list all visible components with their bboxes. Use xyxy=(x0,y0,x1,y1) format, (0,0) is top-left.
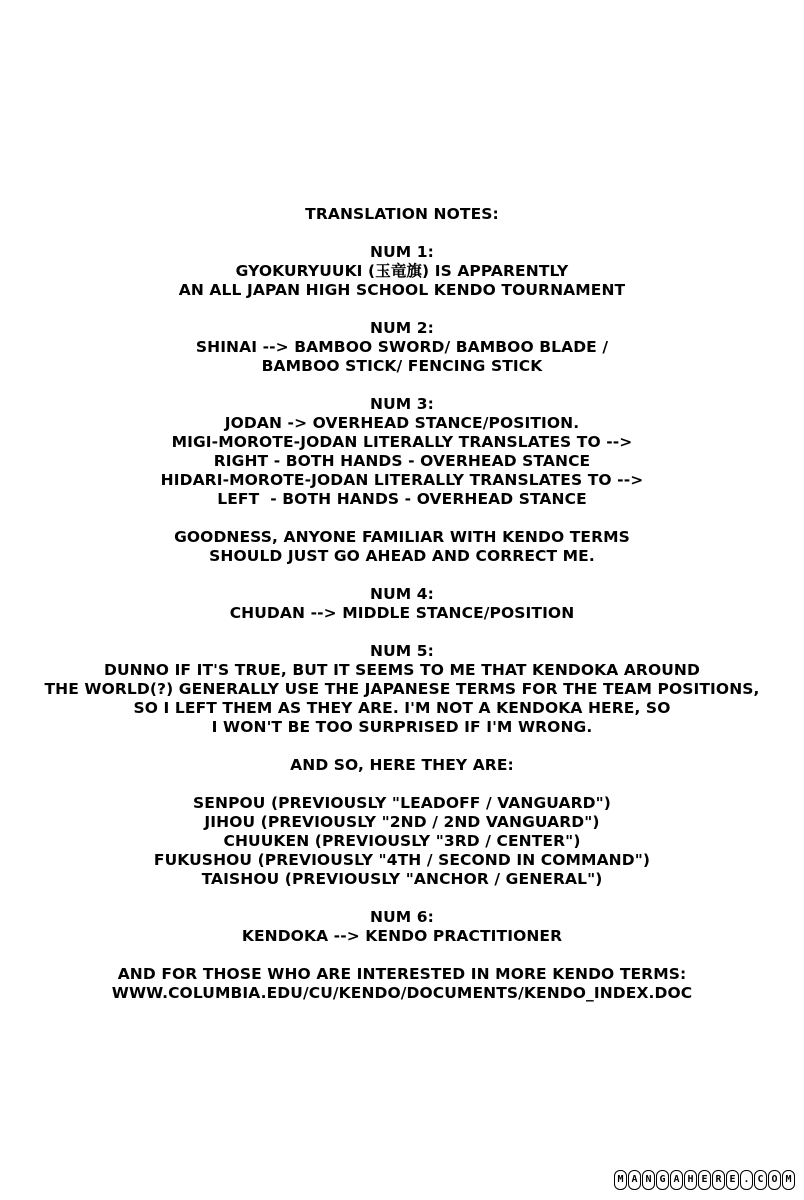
translation-notes xyxy=(0,205,804,1003)
watermark-letter: A xyxy=(628,1170,641,1190)
more-line: AND FOR THOSE WHO ARE INTERESTED IN MORE KENDO TERMS: xyxy=(117,965,687,983)
num1-line: GYOKURYUUKI (玉竜旗) IS APPARENTLY xyxy=(235,262,569,280)
watermark-letter: M xyxy=(614,1170,627,1190)
watermark-letter: M xyxy=(782,1170,795,1190)
watermark-letter: N xyxy=(642,1170,655,1190)
watermark-letter: C xyxy=(754,1170,767,1190)
num4-line: CHUDAN --> MIDDLE STANCE/POSITION xyxy=(229,604,575,622)
watermark-letter: O xyxy=(768,1170,781,1190)
num2-line: SHINAI --> BAMBOO SWORD/ BAMBOO BLADE / xyxy=(195,338,609,356)
spacer xyxy=(0,300,804,319)
spacer xyxy=(0,509,804,528)
position-line: JIHOU (PREVIOUSLY "2ND / 2ND VANGUARD") xyxy=(204,813,600,831)
more-url: WWW.COLUMBIA.EDU/CU/KENDO/DOCUMENTS/KENDO_INDEX.DOC xyxy=(111,984,693,1002)
num5-line: THE WORLD(?) GENERALLY USE THE JAPANESE TERMS FOR THE TEAM POSITIONS, xyxy=(44,680,760,698)
spacer xyxy=(0,566,804,585)
position-line: FUKUSHOU (PREVIOUSLY "4TH / SECOND IN COMMAND") xyxy=(153,851,651,869)
num3-line: JODAN -> OVERHEAD STANCE/POSITION. xyxy=(224,414,580,432)
num4-heading: NUM 4: xyxy=(370,585,434,603)
watermark-letter: G xyxy=(656,1170,669,1190)
num1-heading: NUM 1: xyxy=(370,243,434,261)
watermark-letter: H xyxy=(684,1170,697,1190)
num6-line: KENDOKA --> KENDO PRACTITIONER xyxy=(241,927,563,945)
num3-line: MIGI-MOROTE-JODAN LITERALLY TRANSLATES TO --> xyxy=(171,433,633,451)
notes-title: TRANSLATION NOTES: xyxy=(305,205,499,223)
goodness-line: GOODNESS, ANYONE FAMILIAR WITH KENDO TERMS xyxy=(174,528,630,546)
position-line: TAISHOU (PREVIOUSLY "ANCHOR / GENERAL") xyxy=(201,870,603,888)
spacer xyxy=(0,224,804,243)
spacer xyxy=(0,889,804,908)
watermark-letter: . xyxy=(740,1170,753,1190)
spacer xyxy=(0,623,804,642)
num3-line: LEFT - BOTH HANDS - OVERHEAD STANCE xyxy=(217,490,587,508)
watermark-logo xyxy=(614,1170,796,1192)
spacer xyxy=(0,376,804,395)
num2-heading: NUM 2: xyxy=(370,319,434,337)
num5-line: SO I LEFT THEM AS THEY ARE. I'M NOT A KENDOKA HERE, SO xyxy=(133,699,671,717)
num5-heading: NUM 5: xyxy=(370,642,434,660)
andso-line: AND SO, HERE THEY ARE: xyxy=(290,756,514,774)
position-line: CHUUKEN (PREVIOUSLY "3RD / CENTER") xyxy=(223,832,581,850)
watermark-letter: A xyxy=(670,1170,683,1190)
spacer xyxy=(0,946,804,965)
num1-line: AN ALL JAPAN HIGH SCHOOL KENDO TOURNAMENT xyxy=(178,281,626,299)
goodness-line: SHOULD JUST GO AHEAD AND CORRECT ME. xyxy=(209,547,595,565)
watermark-letter: R xyxy=(712,1170,725,1190)
watermark-letter: E xyxy=(726,1170,739,1190)
num3-line: RIGHT - BOTH HANDS - OVERHEAD STANCE xyxy=(213,452,591,470)
spacer xyxy=(0,775,804,794)
num5-line: DUNNO IF IT'S TRUE, BUT IT SEEMS TO ME THAT KENDOKA AROUND xyxy=(104,661,700,679)
num6-heading: NUM 6: xyxy=(370,908,434,926)
position-line: SENPOU (PREVIOUSLY "LEADOFF / VANGUARD") xyxy=(193,794,611,812)
num3-line: HIDARI-MOROTE-JODAN LITERALLY TRANSLATES TO --> xyxy=(160,471,644,489)
num5-line: I WON'T BE TOO SURPRISED IF I'M WRONG. xyxy=(211,718,593,736)
num3-heading: NUM 3: xyxy=(370,395,434,413)
num2-line: BAMBOO STICK/ FENCING STICK xyxy=(261,357,543,375)
spacer xyxy=(0,737,804,756)
watermark-letter: E xyxy=(698,1170,711,1190)
